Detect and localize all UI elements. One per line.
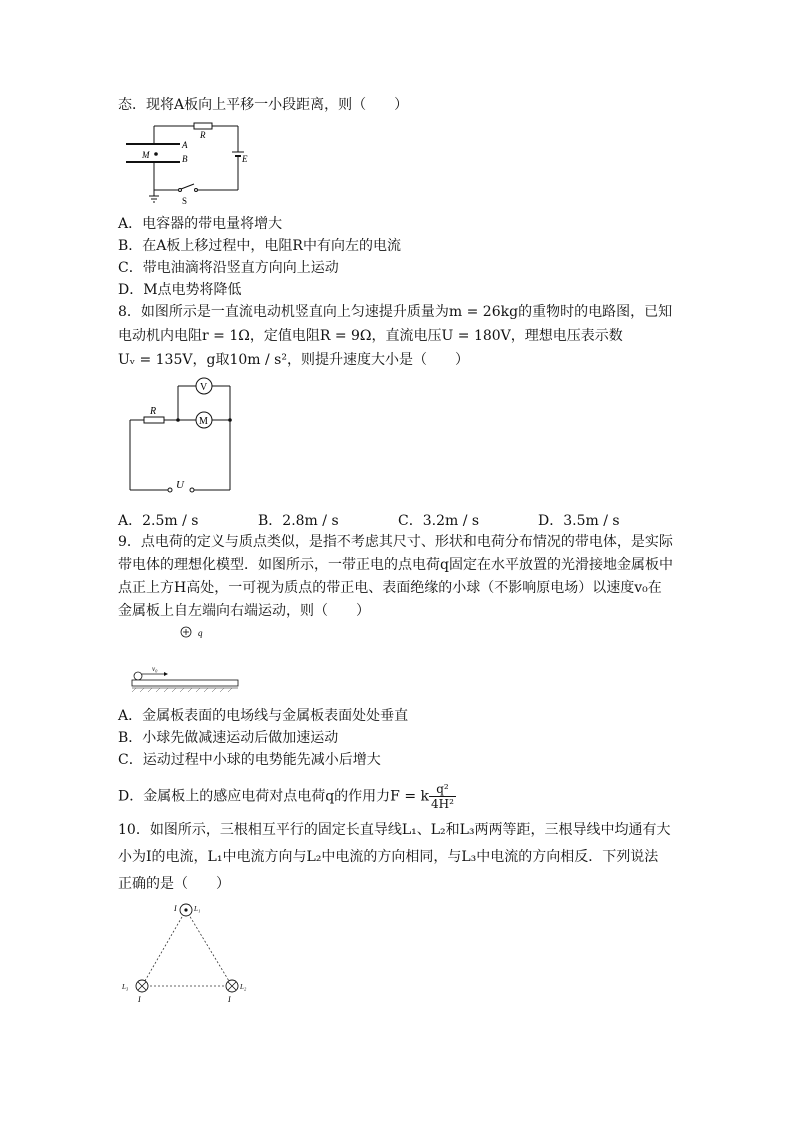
q7-label-A: A [182,140,188,150]
q7-label-S: S [182,196,188,206]
q9-option-d [118,782,456,811]
q9-option-b: B．小球先做减速运动后做加速运动 [118,730,339,746]
q9-option-d-text: D．金属板上的感应电荷对点电荷q的作用力F = k [118,788,430,805]
q9-stem-line1: 9．点电荷的定义与质点类似，是指不考虑其尺寸、形状和电荷分布情况的带电体，是实际 [118,534,673,550]
q10-label-I-left: I [138,995,141,1004]
q9-option-d-numerator: q² [429,782,456,797]
q7-stem: 态．现将A板向上平移一小段距离，则（ ） [118,97,409,113]
q7-option-c: C．带电油滴将沿竖直方向向上运动 [118,260,339,276]
q10-three-wires-figure [118,898,258,1008]
q8-option-a: A．2.5m / s [118,513,199,529]
q9-option-c: C．运动过程中小球的电势能先减小后增大 [118,752,381,768]
q10-label-I-right: I [228,995,231,1004]
q7-label-M: M [142,150,150,160]
q8-motor-circuit-figure [124,374,240,498]
q7-label-B: B [182,154,188,164]
q8-option-b: B．2.8m / s [258,513,339,529]
q9-stem-line4: 金属板上自左端向右端运动，则（ ） [118,603,370,619]
q8-label-V: V [200,382,208,393]
q8-stem-line2: 电动机内电阻r = 1Ω，定值电阻R = 9Ω，直流电压U = 180V，理想电压表示数 [118,328,623,344]
q10-stem-line3: 正确的是（ ） [118,876,230,892]
q10-label-L2: L₂ [240,983,247,991]
q10-label-L3: L₃ [122,983,129,991]
q9-stem-line3: 点正上方H高处，一可视为质点的带正电、表面绝缘的小球（不影响原电场）以速度v₀在 [118,580,662,596]
q10-label-L1: L₁ [194,905,201,913]
q7-option-a: A．电容器的带电量将增大 [118,216,283,232]
q9-option-d-denominator: 4H² [431,797,454,811]
q7-label-R: R [200,130,206,140]
q10-label-I-top: I [174,904,177,913]
q7-option-b: B．在A板上移过程中，电阻R中有向左的电流 [118,238,401,254]
q8-label-R: R [150,406,157,417]
q8-option-d: D．3.5m / s [538,513,620,529]
q7-label-E: E [242,154,248,164]
q8-stem-line1: 8．如图所示是一直流电动机竖直向上匀速提升质量为m = 26kg的重物时的电路图，已知 [118,304,673,320]
q10-stem-line1: 10．如图所示，三根相互平行的固定长直导线L₁、L₂和L₃两两等距，三根导线中均通有大 [118,822,671,838]
q9-label-v0: v₀ [152,665,158,673]
q9-point-charge-plate-figure [128,622,242,698]
q9-option-a: A．金属板表面的电场线与金属板表面处处垂直 [118,708,409,724]
q8-label-M: M [199,416,208,427]
q9-label-q: q [198,628,203,638]
q9-stem-line2: 带电体的理想化模型．如图所示，一带正电的点电荷q固定在水平放置的光滑接地金属板中 [118,557,673,573]
q7-capacitor-circuit-figure [118,120,258,208]
q10-stem-line2: 小为I的电流，L₁中电流方向与L₂中电流的方向相同，与L₃中电流的方向相反．下列说法 [118,849,659,865]
q8-option-c: C．3.2m / s [398,513,480,529]
q8-stem-line3: Uᵥ = 135V，g取10m / s²，则提升速度大小是（ ） [118,352,469,368]
q8-label-U: U [176,479,184,491]
q9-option-d-fraction [429,782,456,811]
q7-option-d: D．M点电势将降低 [118,282,242,298]
